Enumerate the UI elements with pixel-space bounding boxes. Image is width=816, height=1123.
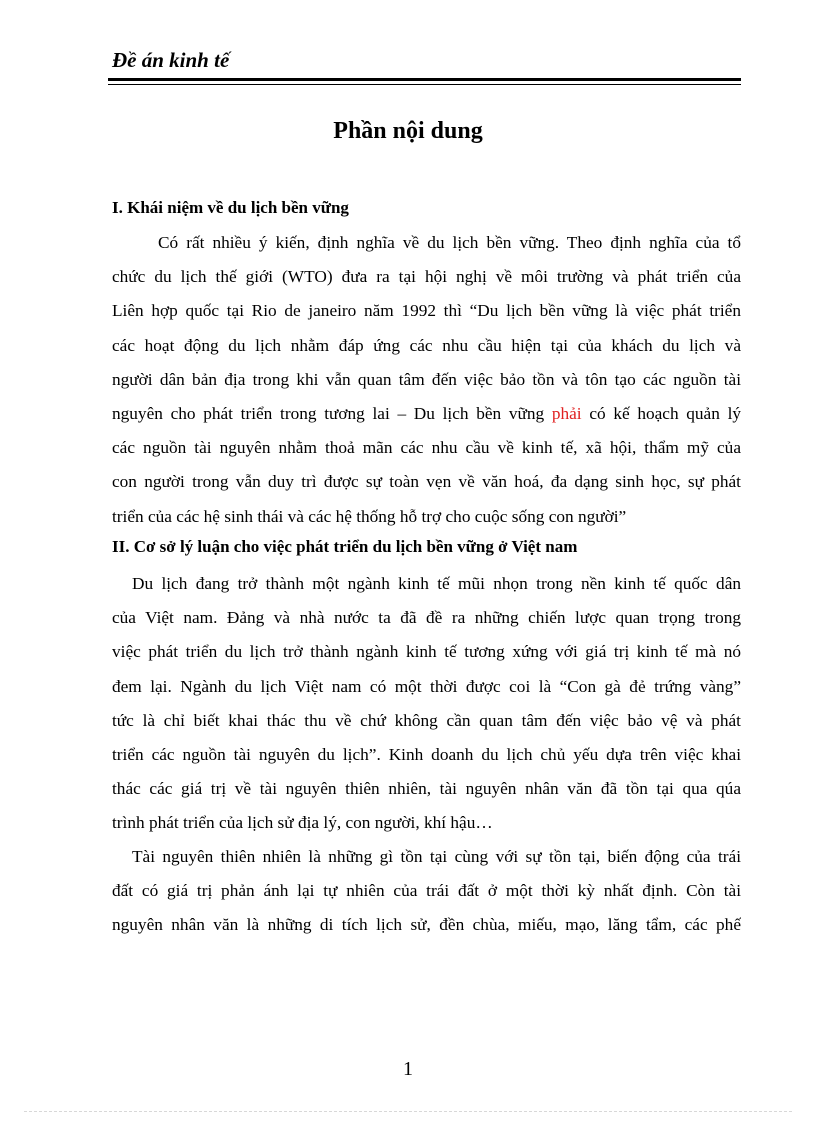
text-line: thác các giá trị về tài nguyên thiên nhiên, tài nguyên nhân văn đã tồn tại qua qúa	[112, 779, 741, 799]
text-line: các hoạt động du lịch nhằm đáp ứng các nhu cầu hiện tại của khách du lịch và	[112, 335, 741, 355]
text-line: triển các nguồn tài nguyên du lịch”. Kinh doanh du lịch chủ yếu dựa trên việc khai	[112, 744, 741, 764]
document-header-title: Đề án kinh tế	[112, 48, 230, 72]
text-line: trình phát triển của lịch sử địa lý, con người, khí hậu…	[112, 813, 493, 833]
text-line: đem lại. Ngành du lịch Việt nam có một thời được coi là “Con gà đẻ trứng vàng”	[112, 676, 741, 696]
text-line: Du lịch đang trở thành một ngành kinh tế mũi nhọn trong nền kinh tế quốc dân	[132, 574, 741, 593]
highlighted-word: phải	[551, 403, 582, 423]
section-2-heading: II. Cơ sở lý luận cho việc phát triển du lịch bền vững ở Việt nam	[112, 537, 578, 556]
section-2-paragraph-2	[112, 840, 741, 943]
text-line: của Việt nam. Đảng và nhà nước ta đã đề ra những chiến lược quan trọng trong	[112, 608, 741, 628]
text-line: tức là chỉ biết khai thác thu về chứ không cần quan tâm đến việc bảo vệ và phát	[112, 710, 741, 730]
text-line: chức du lịch thế giới (WTO) đưa ra tại hội nghị về môi trường và phát triển của	[112, 267, 741, 287]
page-break-line	[24, 1111, 792, 1112]
text-line: con người trong vẫn duy trì được sự toàn vẹn về văn hoá, đa dạng sinh học, sự phát	[112, 472, 741, 492]
text-line: triển của các hệ sinh thái và các hệ thống hỗ trợ cho cuộc sống con người”	[112, 506, 627, 526]
section-1-heading: I. Khái niệm về du lịch bền vững	[112, 198, 349, 217]
text-run: có kế hoạch quản lý	[589, 403, 741, 423]
text-line: việc phát triển du lịch trở thành ngành kinh tế tương xứng với giá trị kinh tế mà nó	[112, 642, 741, 662]
header-rule-thin	[108, 84, 741, 85]
text-line: đất có giá trị phản ánh lại tự nhiên của trái đất ở một thời kỳ nhất định. Còn tài	[112, 881, 741, 901]
text-line: Liên hợp quốc tại Rio de janeiro năm 1992 thì “Du lịch bền vững là việc phát triển	[112, 301, 741, 321]
page-title: Phần nội dung	[333, 118, 483, 144]
section-2-paragraph-1	[112, 567, 741, 841]
page-number: 1	[403, 1058, 413, 1080]
section-1-body	[112, 226, 741, 534]
text-line	[112, 397, 741, 431]
header-rule-thick	[108, 78, 741, 81]
text-line: người dân bản địa trong khi vẫn quan tâm đến việc bảo tồn và tôn tạo các nguồn tài	[112, 369, 741, 389]
text-line: các nguồn tài nguyên nhằm thoả mãn các nhu cầu về kinh tế, xã hội, thẩm mỹ của	[112, 438, 741, 458]
text-line: nguyên nhân văn là những di tích lịch sử, đền chùa, miếu, mạo, lăng tẩm, các phế	[112, 915, 741, 935]
text-line: Tài nguyên thiên nhiên là những gì tồn tại cùng với sự tồn tại, biến động của trái	[132, 847, 741, 866]
text-run: nguyên cho phát triển trong tương lai – Du lịch bền vững	[112, 403, 545, 423]
text-line: Có rất nhiều ý kiến, định nghĩa về du lịch bền vững. Theo định nghĩa của tổ	[158, 233, 741, 252]
